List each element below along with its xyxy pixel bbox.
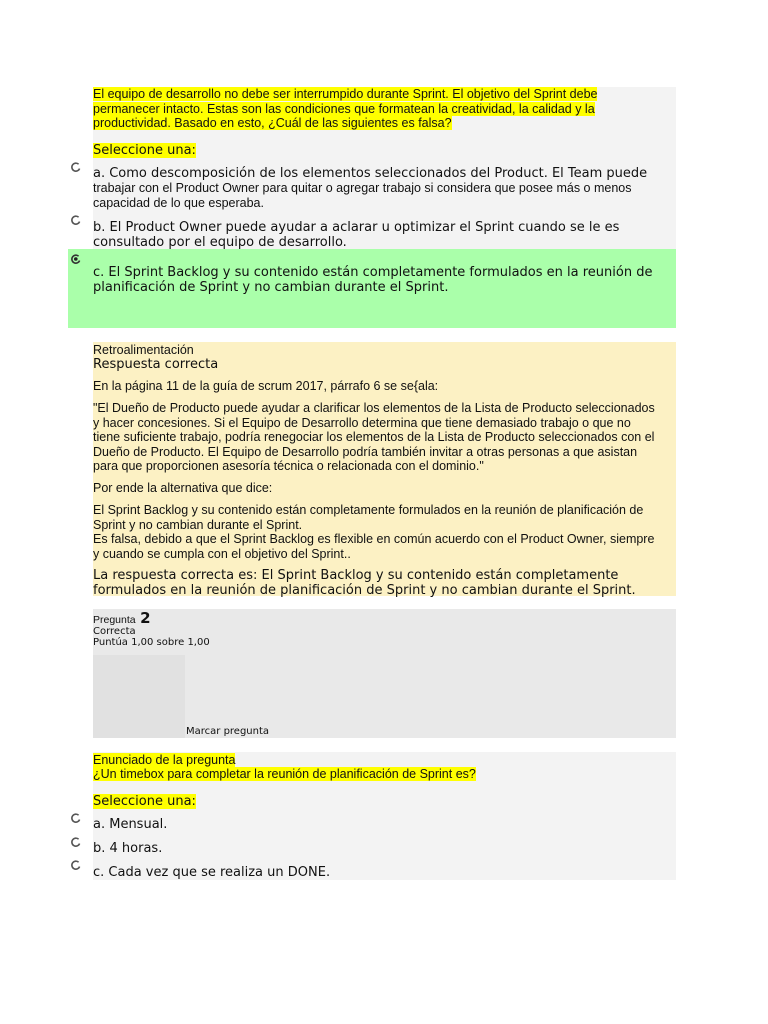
question2-score: Puntúa 1,00 sobre 1,00 [93, 637, 210, 648]
question1-prompt: El equipo de desarrollo no debe ser interrumpido durante Sprint. El objetivo del Sprint debe permanecer intacto. Estas son las condiciones que formatean la creatividad, la calidad y la productividad. Basado en esto, ¿Cuál de las siguientes es falsa? [93, 87, 598, 130]
question2-heading: Enunciado de la pregunta [93, 753, 236, 767]
radio-unchecked-icon [70, 859, 82, 871]
question-label: Pregunta [93, 614, 136, 626]
feedback-correct-answer: La respuesta correcta es: El Sprint Backlog y su contenido están completamente formulados en la reunión de planificación de Sprint y no cambian durante el Sprint. [93, 568, 636, 598]
radio-button-q2-option-b[interactable] [70, 836, 82, 848]
feedback-status: Respuesta correcta [93, 357, 219, 372]
question2-state: Correcta [93, 626, 136, 637]
radio-unchecked-icon [70, 812, 82, 824]
question2-select-label: Seleccione una: [93, 794, 196, 809]
question1-option-a[interactable]: a. Como descomposición de los elementos seleccionados del Product. El Team puede trabajar con el Product Owner para quitar o agregar trabajo si considera que posee más o menos capacidad de lo que esperaba. [93, 166, 648, 210]
radio-checked-icon [70, 253, 82, 265]
question2-prompt: ¿Un timebox para completar la reunión de planificación de Sprint es? [93, 767, 476, 781]
feedback-conclusion-intro: Por ende la alternativa que dice: [93, 481, 273, 495]
radio-unchecked-icon [70, 214, 82, 226]
radio-button-option-a[interactable] [70, 161, 82, 173]
question2-option-c[interactable]: c. Cada vez que se realiza un DONE. [93, 865, 331, 880]
question2-info-spacer [93, 655, 185, 738]
radio-button-option-b[interactable] [70, 214, 82, 226]
radio-button-q2-option-a[interactable] [70, 812, 82, 824]
feedback-explanation: El Sprint Backlog y su contenido están completamente formulados en la reunión de planificación de Sprint y no cambian durante el Sprint. Es falsa, debido a que el Sprint Backlog es flexible en común acuerdo con el Product Owner, siempre y cuando se cumpla con el objetivo del Sprint.. [93, 503, 655, 561]
question2-option-a[interactable]: a. Mensual. [93, 817, 168, 832]
feedback-heading: Retroalimentación [93, 343, 194, 357]
question2-option-b[interactable]: b. 4 horas. [93, 841, 163, 856]
radio-button-option-c[interactable] [70, 253, 82, 265]
feedback-source: En la página 11 de la guía de scrum 2017, párrafo 6 se se{ala: [93, 379, 439, 393]
question-number: 2 [140, 609, 151, 627]
question1-option-c[interactable]: c. El Sprint Backlog y su contenido están completamente formulados en la reunión de planificación de Sprint y no cambian durante el Sprint. [93, 265, 653, 295]
question1-option-b[interactable]: b. El Product Owner puede ayudar a aclarar u optimizar el Sprint cuando se le es consultado por el equipo de desarrollo. [93, 220, 620, 250]
radio-button-q2-option-c[interactable] [70, 859, 82, 871]
feedback-quote: "El Dueño de Producto puede ayudar a clarificar los elementos de la Lista de Producto seleccionados y hacer concesiones. Si el Equipo de Desarrollo determina que tiene demasiado trabajo o que no tiene suficiente trabajo, podría renegociar los elementos de la Lista de Producto seleccionados con el Dueño de Producto. El Equipo de Desarrollo podría también invitar a otras personas a que asistan para que proporcionen asesoría técnica o relacionada con el dominio." [93, 401, 655, 473]
radio-unchecked-icon [70, 836, 82, 848]
radio-unchecked-icon [70, 161, 82, 173]
question1-select-label: Seleccione una: [93, 143, 196, 158]
flag-question-link[interactable]: Marcar pregunta [186, 726, 270, 737]
